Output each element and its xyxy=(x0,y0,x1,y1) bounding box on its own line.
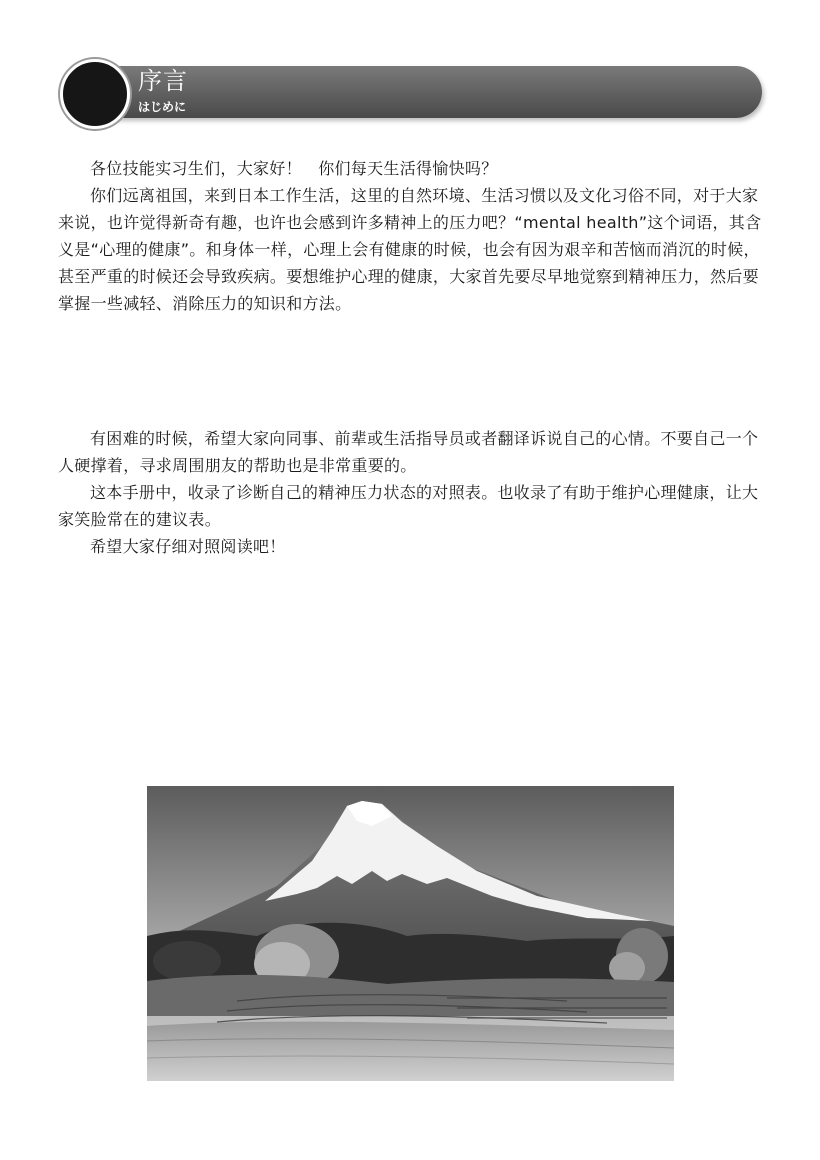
mount-fuji-landscape-image xyxy=(147,786,674,1081)
paragraph-seek-help: 有困难的时候，希望大家向同事、前辈或生活指导员或者翻译诉说自己的心情。不要自己一个人硬撑着，寻求周围朋友的帮助也是非常重要的。 xyxy=(58,429,759,475)
paragraph-closing: 希望大家仔细对照阅读吧！ xyxy=(90,537,286,556)
section-subtitle: はじめに xyxy=(138,100,187,114)
paragraph-greeting: 各位技能实习生们，大家好！ 你们每天生活得愉快吗？ xyxy=(90,159,498,178)
paragraph-handbook-content: 这本手册中，收录了诊断自己的精神压力状态的对照表。也收录了有助于维护心理健康，让大家笑脸常在的建议表。 xyxy=(58,483,759,529)
section-header-circle xyxy=(60,59,130,129)
paragraph-stress-intro: 你们远离祖国，来到日本工作生活，这里的自然环境、生活习惯以及文化习俗不同，对于大家来说，也许觉得新奇有趣，也许也会感到许多精神上的压力吧？“mental health”这个词语，其含义是“心理的健康”。和身体一样，心理上会有健康的时候，也会有因为艰辛和苦恼而消沉的时候，甚至严重的时候还会导致疾病。要想维护心理的健康，大家首先要尽早地觉察到精神压力，然后要掌握一些减轻、消除压力的知识和方法。 xyxy=(58,186,762,313)
intro-text-block-2 xyxy=(58,425,764,560)
section-title: 序言 xyxy=(138,67,188,95)
intro-text-block-1 xyxy=(58,155,764,317)
